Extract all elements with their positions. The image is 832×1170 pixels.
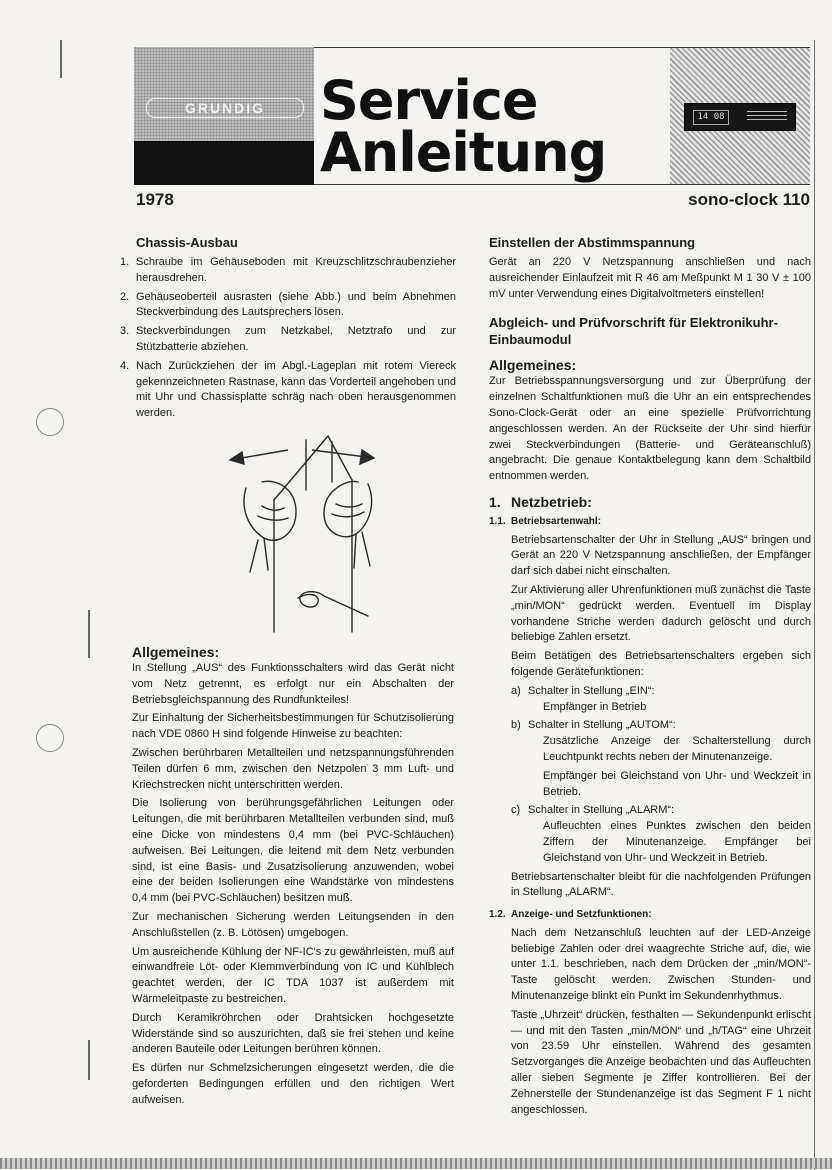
chassis-step: 3. Steckverbindungen zum Netzkabel, Netztrafo und zur Stützbatterie abziehen.: [120, 325, 456, 353]
section-1-heading: 1. Netzbetrieb:: [489, 493, 592, 510]
chassis-step: 2. Gehäuseoberteil ausrasten (siehe Abb.) und beim Abnehmen Steckverbindung des Lautsprechers lösen.: [120, 290, 456, 319]
general-paragraph: Durch Keramikröhrchen oder Drahtsicken hochgesetzte Widerstände sind so auszurichten, daß sie frei stehen und keine anderen Bauteile oder Leitungen berühren können.: [132, 1011, 454, 1056]
option-b-text: Empfänger bei Gleichstand von Uhr- und Weckzeit in Betrieb.: [543, 769, 811, 798]
alignment-heading: Abgleich- und Prüfvorschrift für Elektronikuhr-Einbaumodul: [489, 315, 778, 348]
right-edge-line: [814, 40, 815, 1170]
title-anleitung: Anleitung: [320, 121, 607, 184]
header-device-panel: [670, 47, 810, 185]
bottom-scan-strip: [0, 1158, 832, 1169]
header-black-bar: [134, 141, 314, 185]
chassis-step: 1. Schraube im Gehäuseboden mit Kreuzschlitzschraubenzieher herausdrehen.: [120, 256, 456, 284]
tuning-text: Gerät an 220 V Netzspannung anschließen und nach ausreichender Einlaufzeit mit R 46 am Meßpunkt M 1 30 V ± 100 mV unter Verwendung eines Digitalvoltmeters einstellen!: [489, 256, 811, 300]
housing-removal-illustration: [228, 420, 388, 635]
general-paragraph: Es dürfen nur Schmelzsicherungen eingesetzt werden, die die geforderten Bedingungen erfüllen und den richtigen Wert aufweisen.: [132, 1062, 454, 1106]
header-screen-pattern: [134, 47, 314, 141]
sub11-paragraph: Zur Aktivierung aller Uhrenfunktionen muß zunächst die Taste „min/MON“ gedrückt werden. Eventuell im Display vorhandene Striche werden dadurch gelöscht und durch beliebige Zahlen ersetzt.: [511, 583, 812, 644]
title-service: Service: [320, 69, 538, 132]
chassis-step: 4. Nach Zurückziehen der im Abgl.-Lageplan mit rotem Viereck gekennzeichneten Rastnase, kann das Vorderteil angehoben und mit Uhr und Chassisplatte schräg nach oben herausgenommen werden.: [120, 359, 456, 420]
sub11-paragraph: Betriebsartenschalter der Uhr in Stellung „AUS“ bringen und Gerät an 220 V Netzspannung anschließen, der Empfänger darf sich dabei nicht einschalten.: [511, 533, 811, 578]
general-paragraph: In Stellung „AUS“ des Funktionsschalters wird das Gerät nicht vom Netz getrennt, es erfolgt nur ein Abschalten der Betriebsgleichspannung des Rundfunkteiles!: [132, 662, 454, 706]
general-text-right: Zur Betriebsspannungsversorgung und zur Überprüfung der einzelnen Schaltfunktionen muß die Uhr an ein entsprechendes Sono-Clock-Gerät oder an eine spezielle Prüfvorrichtung angeschlossen werden. An der Rückseite der Uhr sind hierfür zwei Steckverbindungen (Batterie- und Geräteanschluß) angebracht. Die genaue Kontaktbelegung kann dem Schaltbild entnommen werden.: [489, 375, 811, 483]
tuning-heading: Einstellen der Abstimmspannung: [489, 235, 696, 250]
device-grille: [747, 111, 787, 123]
punch-hole-bottom: [36, 724, 64, 752]
sub11-paragraph: Beim Betätigen des Betriebsartenschalters ergeben sich folgende Gerätefunktionen:: [511, 650, 811, 678]
margin-tick: [60, 40, 62, 78]
option-a-text: Empfänger in Betrieb: [543, 700, 647, 713]
right-column: [489, 234, 811, 1121]
chassis-section: [120, 234, 456, 425]
sub11-paragraph: Betriebsartenschalter bleibt für die nachfolgenden Prüfungen in Stellung „ALARM“.: [511, 870, 811, 899]
general-heading-left: Allgemeines:: [132, 644, 220, 660]
model-name: sono-clock 110: [688, 190, 810, 209]
option-b: b) Schalter in Stellung „AUTOM“:: [511, 719, 676, 732]
option-b-text: Zusätzliche Anzeige der Schalterstellung durch Leuchtpunkt rechts neben der Minutenanzeige.: [543, 735, 811, 763]
general-paragraph: Zur mechanischen Sicherung werden Leitungsenden in den Anschlußstellen (z. B. Lötösen) umgebogen.: [132, 910, 454, 939]
grundig-logo: GRUNDIG: [146, 98, 304, 118]
punch-hole-top: [36, 408, 64, 436]
general-paragraph: Zwischen berührbaren Metallteilen und netzspannungsführenden Teilen dürfen 6 mm, zwischen den Netzpolen 3 mm Luft- und Kriechstrecken nicht unterschritten werden.: [132, 746, 454, 791]
header-brand-block: [134, 47, 314, 185]
subsection-1-1-heading: 1.1. Betriebsartenwahl:: [489, 515, 602, 527]
document-year: 1978: [136, 190, 174, 209]
general-paragraph: Die Isolierung von berührungsgefährlichen Leitungen oder Leitungen, die mit berührbaren Metallteilen verbunden sind, muß eine Dicke von mindestens 0,4 mm (bei PVC-Schläuchen) aufweisen. Bei Leitungen, die leitend mit dem Netz verbunden sind, ist eine Basis- und Zusatzisolierung anzuwenden, wobei eine der beiden Isolierungen eine Wandstärke von mindestens 0,4 mm (bei PVC-Schläuchen) besitzen muß.: [132, 797, 454, 905]
subsection-1-2-heading: 1.2. Anzeige- und Setzfunktionen:: [489, 909, 652, 921]
general-paragraph: Um ausreichende Kühlung der NF-IC's zu gewährleisten, muß auf einwandfreie Löt- oder Klemmverbindung von IC und Kühlblech geachtet werden, der IC TDA 1037 ist außerdem mit Wärmeleitpaste zu bestreichen.: [132, 945, 454, 1005]
chassis-heading: Chassis-Ausbau: [136, 235, 238, 250]
margin-tick: [88, 610, 90, 658]
general-paragraph: Zur Einhaltung der Sicherheitsbestimmungen für Schutzisolierung nach VDE 0860 H sind folgende Hinweise zu beachten:: [132, 712, 454, 741]
header-title-box: [314, 47, 670, 185]
option-c-text: Aufleuchten eines Punktes zwischen den beiden Ziffern der Minutenanzeige. Empfänger bei Gleichstand von Uhr- und Weckzeit in Betrieb.: [543, 820, 811, 864]
clock-radio-illustration: [684, 103, 796, 131]
general-heading-right: Allgemeines:: [489, 357, 577, 374]
chassis-steps: [120, 255, 456, 422]
device-display: 14 08: [693, 110, 729, 125]
option-a: a) Schalter in Stellung „EIN“:: [511, 684, 655, 697]
margin-tick: [88, 1040, 90, 1080]
option-c: c) Schalter in Stellung „ALARM“:: [511, 804, 675, 817]
sub12-paragraph: Taste „Uhrzeit“ drücken, festhalten — Sekundenpunkt erlischt — und mit den Tasten „min/MON“ und „h/TAG“ eine Uhrzeit von 23.59 Uhr einstellen. Während des gesamten Setzvorganges die Anzeige beobachten und das Aufleuchten aller sieben Segmente je Ziffer kontrollieren. Bei der Zehnerstelle der Stundenanzeige ist das Segment F 1 nicht angeschlossen.: [511, 1008, 811, 1116]
general-safety-section: [132, 643, 454, 1112]
sub12-paragraph: Nach dem Netzanschluß leuchten auf der LED-Anzeige beliebige Zahlen oder drei waagrechte Striche auf, die, wie unter 1.1. beschrieben, nach dem Drücken der „min/MON“-Taste gelöscht werden. Zwischen Stunden- und Minutenanzeige blinkt ein Punkt im Sekundenrhythmus.: [511, 926, 811, 1003]
